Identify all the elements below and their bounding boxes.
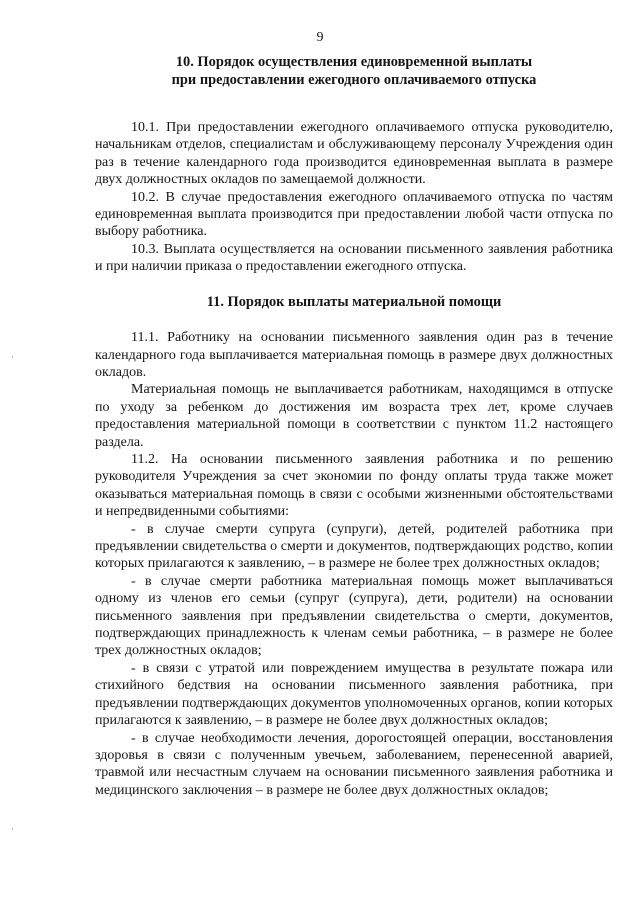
list-item-death-of-relative: - в случае смерти супруга (супруги), детей, родителей работника при предъявлении свидетельства о смерти и документов, подтверждающих родство, копии которых прилагаются к заявлению, – в размере не более трех должностных окладов; xyxy=(95,521,613,572)
list-item-medical-treatment: - в случае необходимости лечения, дорогостоящей операции, восстановления здоровья в связи с полученным увечьем, заболеванием, перенесенной аварией, травмой или несчастным случаем на основании письменного заявления работника и медицинского заключения – в размере не более двух должностных окладов; xyxy=(95,730,613,798)
section-10-title-line-1: 10. Порядок осуществления единовременной выплаты xyxy=(175,54,533,70)
section-11-title: 11. Порядок выплаты материальной помощи xyxy=(206,293,502,310)
list-item-death-of-employee: - в случае смерти работника материальная помощь может выплачиваться одному из членов его семьи (супруг (супруга), дети, родители) на основании письменного заявления при предъявлении свидетельства о смерти, документов, подтверждающих принадлежность к членам семьи работника, – в размере не более трех должностных окладов; xyxy=(95,573,613,659)
list-item-property-loss: - в связи с утратой или повреждением имущества в результате пожара или стихийного бедствия на основании письменного заявления работника, при предъявлении подтверждающих документов уполномоченных органов, копии которых прилагаются к заявлению, – в размере не более двух должностных окладов; xyxy=(95,660,613,729)
paragraph-10-3: 10.3. Выплата осуществляется на основании письменного заявления работника и при наличии приказа о предоставлении ежегодного отпуска. xyxy=(95,241,613,275)
scan-edge-mark-bottom xyxy=(12,828,13,830)
section-10-title xyxy=(95,54,613,89)
paragraph-11-1-exception: Материальная помощь не выплачивается работникам, находящимся в отпуске по уходу за ребенком до достижения им возраста трех лет, кроме случаев предоставления материальной помощи в соответствии с пунктом 11.2 настоящего раздела. xyxy=(95,382,613,450)
page-content xyxy=(95,54,613,799)
paragraph-11-1: 11.1. Работнику на основании письменного заявления один раз в течение календарного года выплачивается материальная помощь в размере двух должностных окладов. xyxy=(95,330,613,380)
paragraph-11-2: 11.2. На основании письменного заявления работника и по решению руководителя Учреждения за счет экономии по фонду оплаты труда также может оказываться материальная помощь в связи с особыми жизненными обстоятельствами и непредвиденными событиями: xyxy=(95,452,613,520)
scan-edge-mark-top xyxy=(12,356,13,358)
paragraph-10-1: 10.1. При предоставлении ежегодного оплачиваемого отпуска руководителю, начальникам отделов, специалистам и обслуживающему персоналу Учреждения один раз в течение календарного года производится единовременная выплата в размере двух должностных окладов по замещаемой должности. xyxy=(95,120,613,188)
page-number: 9 xyxy=(316,30,324,45)
paragraph-10-2: 10.2. В случае предоставления ежегодного оплачиваемого отпуска по частям единовременная выплата производится при предоставлении любой части отпуска по выбору работника. xyxy=(95,189,613,240)
section-10-title-line-2: при предоставлении ежегодного оплачиваемого отпуска xyxy=(171,71,537,88)
